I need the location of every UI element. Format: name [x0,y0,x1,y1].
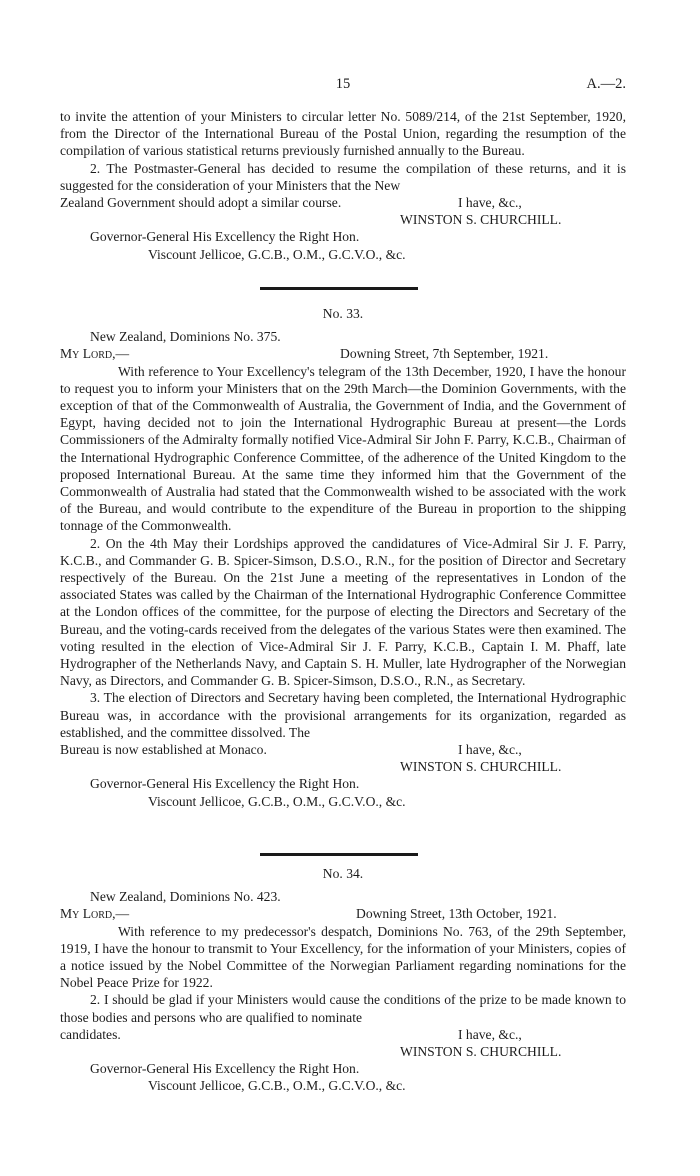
addressee-line: Viscount Jellicoe, G.C.B., O.M., G.C.V.O., &c. [148,793,406,809]
closing-phrase: I have, &c., [458,742,522,758]
paragraph: With reference to Your Excellency's telegram of the 13th December, 1920, I have the honour to request you to inform your Ministers that on the 29th March—the Dominion Governments, with the exception of that of the Commonwealth of Australia, the Government of India, and the Government of Egypt, having decided not to join the International Hydrographic Bureau at present—the Lords Commissioners of the Admiralty formally notified Vice-Admiral Sir John F. Parry, K.C.B., Chairman of the International Hydrographic Conference Committee, of the adherence of the United Kingdom to the proposed International Bureau. At the same time they informed him that the Government of the Commonwealth of Australia had stated that the Commonwealth wished to be associated with the work of the Bureau, and would contribute to the expenditure of the Bureau in proportion to the shipping tonnage of the Commonwealth. [60,363,626,534]
dateline: Downing Street, 13th October, 1921. [356,906,557,922]
closing-row [60,741,626,758]
letter-number: No. 33. [322,306,364,321]
closing-row [60,1026,626,1043]
dominions-reference: New Zealand, Dominions No. 423. [90,889,281,905]
section-divider [260,853,418,856]
page-number: 15 [335,76,351,92]
letter-34 [60,865,626,1095]
paragraph-end: candidates. [60,1026,121,1042]
closing-phrase: I have, &c., [458,1026,522,1042]
paragraph: With reference to my predecessor's despatch, Dominions No. 763, of the 29th September, 1919, I have the honour to transmit to Your Excellency, for the information of your Ministers, copies of a notice issued by the Nobel Committee of the Norwegian Parliament regarding nominations for the Nobel Peace Prize for 1922. [60,923,626,991]
signature: WINSTON S. CHURCHILL. [400,1044,562,1059]
paragraph: to invite the attention of your Ministers to circular letter No. 5089/214, of the 21st September, 1920, from the Director of the International Bureau of the Postal Union, regarding the resumption of the compilation of various statistical returns previously furnished annually to the Bureau. [60,109,626,159]
signature: WINSTON S. CHURCHILL. [400,759,562,775]
dominions-reference: New Zealand, Dominions No. 375. [90,329,281,345]
closing-row [60,194,626,211]
section-divider [260,287,418,290]
addressee-line: Viscount Jellicoe, G.C.B., O.M., G.C.V.O., &c. [148,1078,406,1094]
paragraph: 2. On the 4th May their Lordships approved the candidatures of Vice-Admiral Sir J. F. Parry, K.C.B., and Commander G. B. Spicer-Simson, D.S.O., R.N., for the position of Director and Secretary respectively of the Bureau. On the 21st June a meeting of the representatives in London of the associated States was called by the Chairman of the International Hydrographic Conference Committee at the London offices of the committee, for the purpose of electing the Directors and Secretary of the Bureau, and the voting-cards received from the delegates of the various States were then examined. The voting resulted in the election of Vice-Admiral Sir J. F. Parry, K.C.B., Captain I. M. Phaff, late Hydrographer of the Netherlands Navy, and Captain S. H. Muller, late Hydrographer of the Norwegian Navy, as Directors, and Commander G. B. Spicer-Simson, D.S.O., R.N., as Secretary. [60,535,626,689]
salutation: My Lord,— [60,906,130,922]
salutation: My Lord,— [60,346,130,362]
paragraph: 2. The Postmaster-General has decided to resume the compilation of these returns, and it is suggested for the consideration of your Ministers that the New [60,160,626,193]
addressee-line: Governor-General His Excellency the Right Hon. [90,1061,360,1077]
signature: WINSTON S. CHURCHILL. [400,212,562,228]
letter-continued [60,108,626,263]
letter-number: No. 34. [322,866,364,881]
addressee-line: Governor-General His Excellency the Right Hon. [90,776,360,792]
salutation-row [60,905,626,922]
paragraph: 3. The election of Directors and Secretary having been completed, the International Hydrographic Bureau was, in accordance with the provisional arrangements for its organization, regarded as established, and the committee dissolved. The [60,690,626,740]
addressee-line: Governor-General His Excellency the Right Hon. [90,229,360,245]
letter-33 [60,305,626,810]
closing-phrase: I have, &c., [458,195,522,211]
page-header [60,76,626,96]
salutation-row [60,345,626,362]
addressee-line: Viscount Jellicoe, G.C.B., O.M., G.C.V.O., &c. [148,246,406,262]
document-reference: A.—2. [586,76,626,92]
paragraph-end: Zealand Government should adopt a similar course. [60,195,342,211]
paragraph: 2. I should be glad if your Ministers would cause the conditions of the prize to be made known to those bodies and persons who are qualified to nominate [60,992,626,1025]
paragraph-end: Bureau is now established at Monaco. [60,742,267,758]
dateline: Downing Street, 7th September, 1921. [340,346,549,362]
